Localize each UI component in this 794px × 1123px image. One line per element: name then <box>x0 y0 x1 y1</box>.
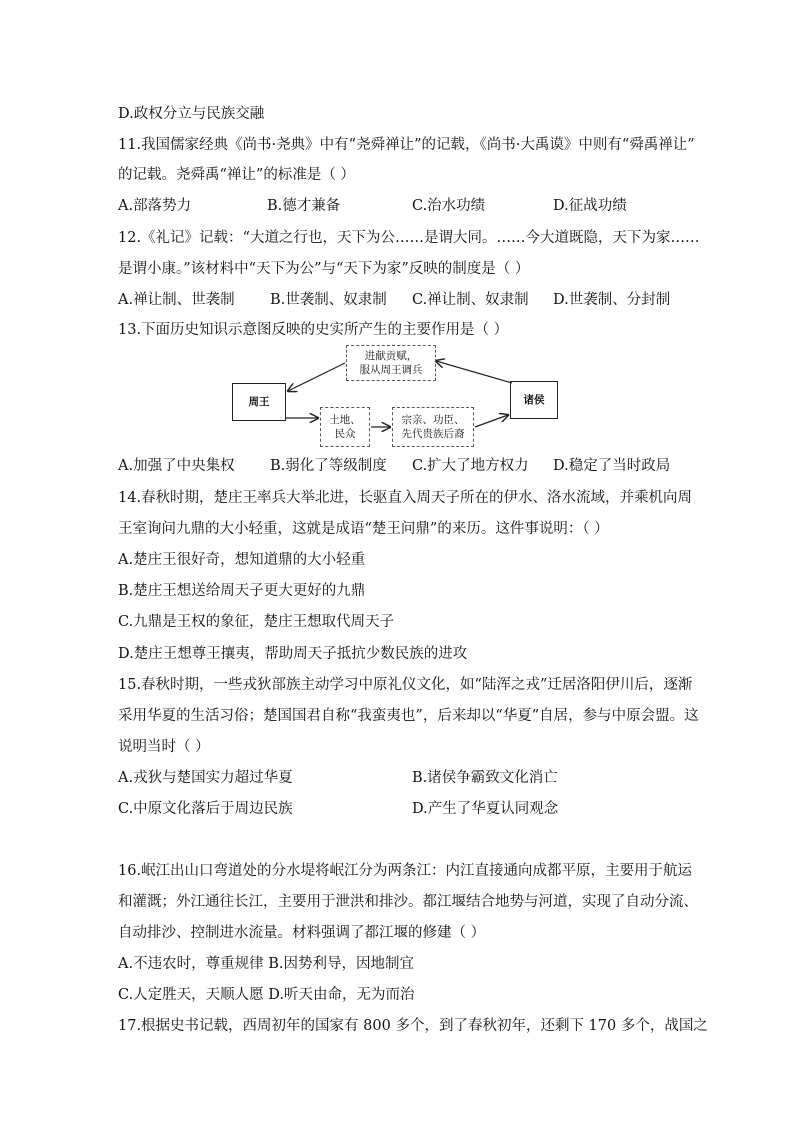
land-box <box>320 407 370 447</box>
q13-stem: 13.下面历史知识示意图反映的史实所产生的主要作用是（ ） <box>118 322 509 338</box>
q15-option-d: D.产生了华夏认同观念 <box>412 801 559 817</box>
q14-option-a: A.楚庄王很好奇，想知道鼎的大小轻重 <box>118 552 366 568</box>
q11-stem-line1: 11.我国儒家经典《尚书·尧典》中有“尧舜禅让”的记载，《尚书·大禹谟》中则有“舜禹禅让” <box>118 137 695 153</box>
q12-stem-line1: 12.《礼记》记载：“大道之行也，天下为公……是谓大同。……今大道既隐，天下为家…… <box>118 230 700 246</box>
q14-option-c: C.九鼎是王权的象征，楚庄王想取代周天子 <box>118 614 395 630</box>
q16-stem-line1: 16.岷江出山口弯道处的分水堤将岷江分为两条江：内江直接通向成都平原，主要用于航运 <box>118 863 693 879</box>
recipients-line1: 宗亲、功臣、 <box>401 414 465 426</box>
q15-option-a: A.戎狄与楚国实力超过华夏 <box>118 770 293 786</box>
lords-label: 诸侯 <box>523 394 545 406</box>
q13-option-c: C.扩大了地方权力 <box>412 458 529 474</box>
q12-option-c: C.禅让制、奴隶制 <box>412 292 529 308</box>
q11-option-b: B.德才兼备 <box>267 198 341 214</box>
q11-option-a: A.部落势力 <box>118 198 192 214</box>
q15-option-b: B.诸侯争霸致文化消亡 <box>412 770 558 786</box>
q16-options-cd: C.人定胜天，天顺人愿 D.听天由命，无为而治 <box>118 987 415 1003</box>
recipients-box <box>392 407 474 447</box>
q13-option-a: A.加强了中央集权 <box>118 458 235 474</box>
q12-option-b: B.世袭制、奴隶制 <box>270 292 387 308</box>
arrow-lords-to-tribute <box>436 361 512 383</box>
q11-stem-line2: 的记载。尧舜禹“禅让”的标准是（ ） <box>118 167 355 183</box>
q12-option-d: D.世袭制、分封制 <box>553 292 671 308</box>
q15-stem-line3: 说明当时（ ） <box>118 739 210 755</box>
q16-stem-line2: 和灌溉；外江通往长江，主要用于泄洪和排沙。都江堰结合地势与河道，实现了自动分流、 <box>118 894 698 910</box>
king-label: 周王 <box>248 396 270 408</box>
q16-stem-line3: 自动排沙、控制进水流量。材料强调了都江堰的修建（ ） <box>118 925 486 941</box>
q15-stem-line1: 15.春秋时期，一些戎狄部族主动学习中原礼仪文化，如“陆浑之戎”迁居洛阳伊川后，逐渐 <box>118 677 693 693</box>
q16-options-ab: A.不违农时，尊重规律 B.因势利导，因地制宜 <box>118 956 414 972</box>
q10-option-d: D.政权分立与民族交融 <box>118 106 265 122</box>
q14-stem-line1: 14.春秋时期，楚庄王率兵大举北进，长驱直入周天子所在的伊水、洛水流域，并乘机向周 <box>118 490 693 506</box>
q11-option-c: C.治水功绩 <box>412 198 486 214</box>
q11-option-d: D.征战功绩 <box>553 198 627 214</box>
q14-stem-line2: 王室询问九鼎的大小轻重，这就是成语“楚王问鼎”的来历。这件事说明：（ ） <box>118 521 609 537</box>
q13-option-d: D.稳定了当时政局 <box>553 458 671 474</box>
q15-option-c: C.中原文化落后于周边民族 <box>118 801 293 817</box>
arrow-tribute-to-king <box>288 363 345 391</box>
tribute-line2: 服从周王调兵 <box>359 364 423 376</box>
q13-option-b: B.弱化了等级制度 <box>270 458 387 474</box>
q17-stem-line1: 17.根据史书记载，西周初年的国家有 800 多个，到了春秋初年，还剩下 170 多个，战国之 <box>118 1018 708 1034</box>
lords-box <box>510 381 558 419</box>
land-line2: 民众 <box>334 428 356 440</box>
q14-option-b: B.楚庄王想送给周天子更大更好的九鼎 <box>118 583 366 599</box>
zhou-feudal-diagram <box>232 345 558 449</box>
q15-stem-line2: 采用华夏的生活习俗；楚国国君自称“我蛮夷也”，后来却以“华夏”自居，参与中原会盟。这 <box>118 708 699 724</box>
tribute-box <box>346 345 436 381</box>
arrow-recipients-to-lords <box>475 415 508 427</box>
land-line1: 土地、 <box>329 414 361 426</box>
recipients-line2: 先代贵族后裔 <box>401 428 465 440</box>
tribute-line1: 进献贡赋， <box>364 350 418 362</box>
q12-stem-line2: 是谓小康。”该材料中“天下为公”与“天下为家”反映的制度是（ ） <box>118 261 530 277</box>
q14-option-d: D.楚庄王想尊王攘夷，帮助周天子抵抗少数民族的进攻 <box>118 646 468 662</box>
q12-option-a: A.禅让制、世袭制 <box>118 292 235 308</box>
king-box <box>232 383 286 421</box>
